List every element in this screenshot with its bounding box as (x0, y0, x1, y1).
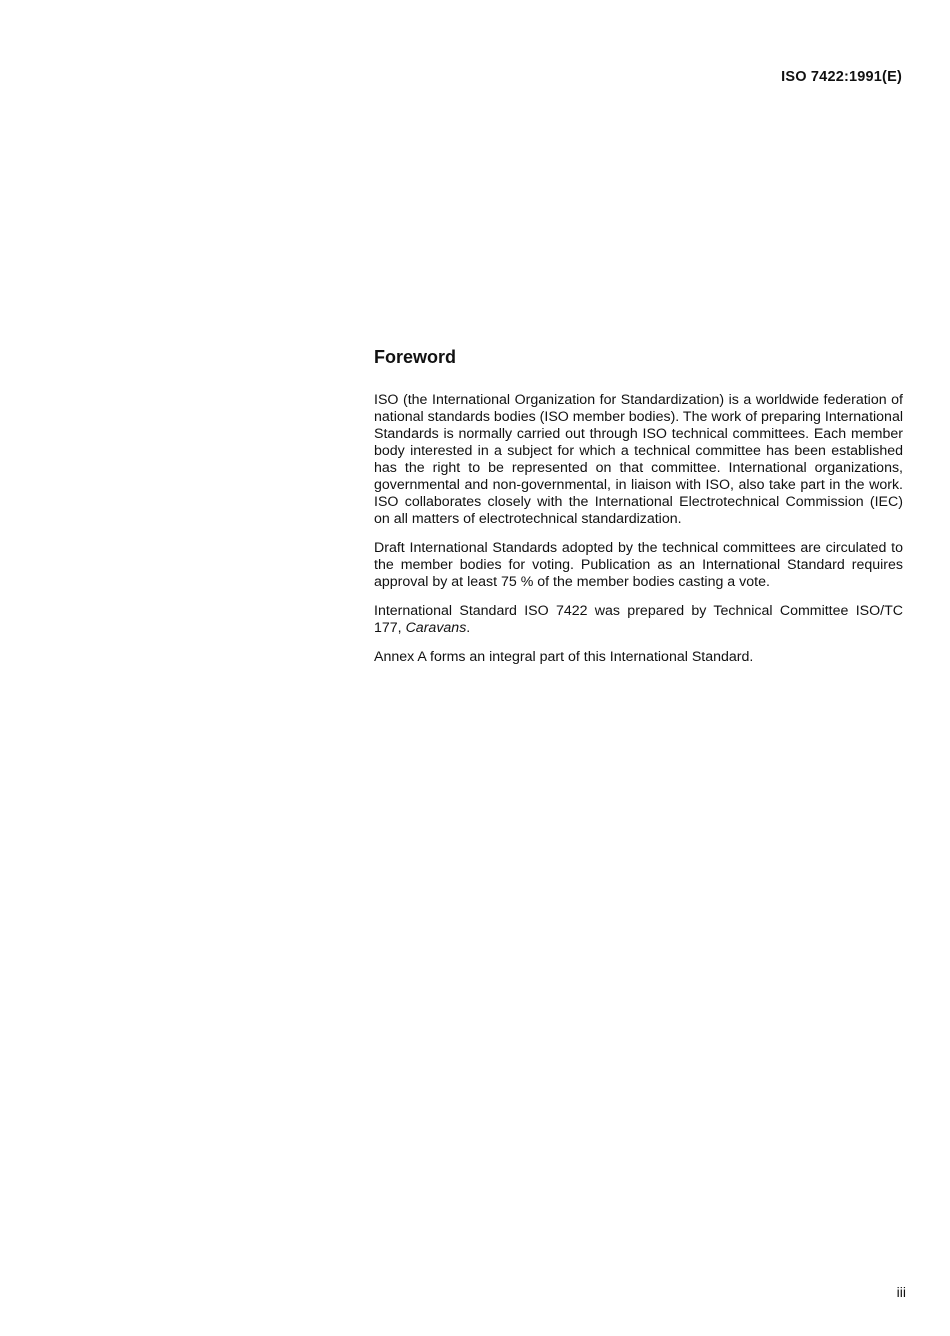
foreword-paragraph-draft: Draft International Standards adopted by the technical committees are circulated to the member bodies for voting. Publication as an International Standard requires approval by at least 75 % of the member bodies casting a vote. (374, 540, 903, 590)
foreword-section (374, 345, 903, 678)
foreword-paragraph-iso: ISO (the International Organization for Standardization) is a worldwide federation of national standards bodies (ISO member bodies). The work of preparing International Standards is normally carried out through ISO technical committees. Each member body interested in a subject for which a technical committee has been established has the right to be represented on that committee. International organizations, governmental and non-governmental, in liaison with ISO, also take part in the work. ISO collaborates closely with the International Electrotechnical Commission (IEC) on all matters of electrotechnical standardization. (374, 392, 903, 527)
page-number: iii (896, 1284, 906, 1300)
foreword-paragraph-annex: Annex A forms an integral part of this International Standard. (374, 649, 754, 665)
foreword-heading: Foreword (374, 347, 457, 367)
document-id: ISO 7422:1991(E) (781, 69, 902, 85)
foreword-paragraph-prepared-by (374, 603, 903, 637)
prepared-by-end: . (466, 620, 471, 636)
committee-title: Caravans (405, 620, 467, 636)
prepared-by-text: International Standard ISO 7422 was prepared by Technical Committee ISO/TC 177, (374, 603, 903, 636)
